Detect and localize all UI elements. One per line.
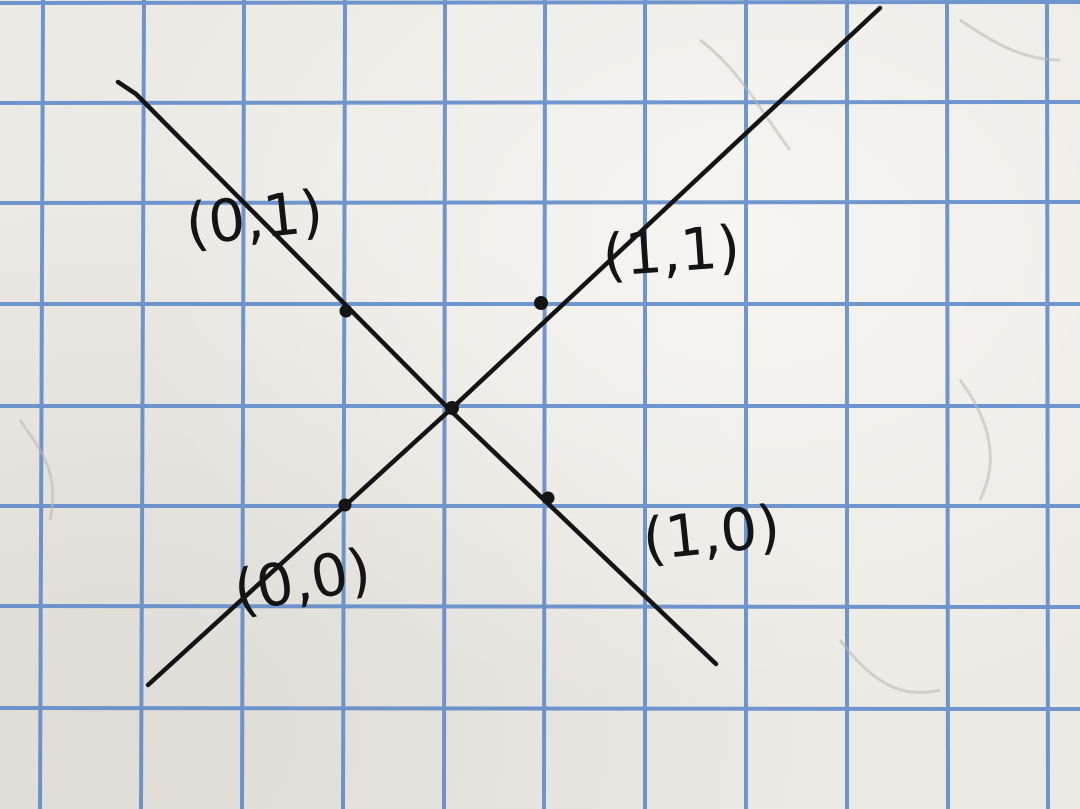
- label-bottom-right: (1,0): [639, 491, 784, 574]
- bleed-through-marks: [20, 20, 1060, 693]
- line-descending: [118, 82, 716, 664]
- label-top-right: (1,1): [600, 212, 743, 290]
- point-1-1: [534, 296, 548, 310]
- intersection-point: [445, 401, 459, 415]
- point-1-0: [542, 492, 555, 505]
- point-0-1: [340, 305, 353, 318]
- label-top-left: (0,1): [182, 176, 327, 259]
- point-0-0: [339, 499, 352, 512]
- label-bottom-left: (0,0): [228, 534, 376, 626]
